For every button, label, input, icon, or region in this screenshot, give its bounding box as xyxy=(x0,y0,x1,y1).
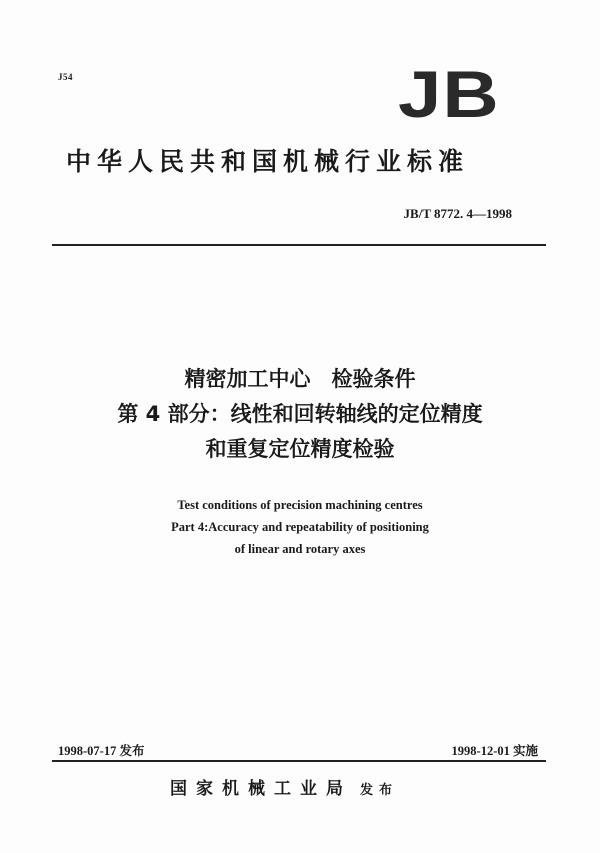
issue-label: 发布 xyxy=(360,783,399,798)
jb-logo: JB xyxy=(398,56,500,132)
classification-code: J54 xyxy=(58,72,73,82)
title-english xyxy=(40,494,560,560)
title-en-line: Part 4:Accuracy and repeatability of positioning xyxy=(171,520,429,534)
publish-date: 1998-07-17 发布 xyxy=(58,744,145,758)
title-cn-line: 第 4 部分：线性和回转轴线的定位精度 xyxy=(117,402,483,426)
implement-date: 1998-12-01 实施 xyxy=(451,744,538,758)
bottom-divider xyxy=(52,760,546,762)
org-title: 中华人民共和国机械行业标准 xyxy=(66,147,470,176)
title-cn-line: 精密加工中心 检验条件 xyxy=(184,367,416,391)
title-en-line: Test conditions of precision machining centres xyxy=(177,498,423,512)
issuing-agency: 国家机械工业局 xyxy=(170,779,352,799)
title-chinese xyxy=(40,362,560,467)
title-cn-line: 和重复定位精度检验 xyxy=(205,437,395,461)
top-divider xyxy=(52,244,546,246)
issuer-line xyxy=(170,774,398,799)
standard-number: JB/T 8772. 4—1998 xyxy=(403,206,512,221)
title-en-line: of linear and rotary axes xyxy=(234,542,366,556)
